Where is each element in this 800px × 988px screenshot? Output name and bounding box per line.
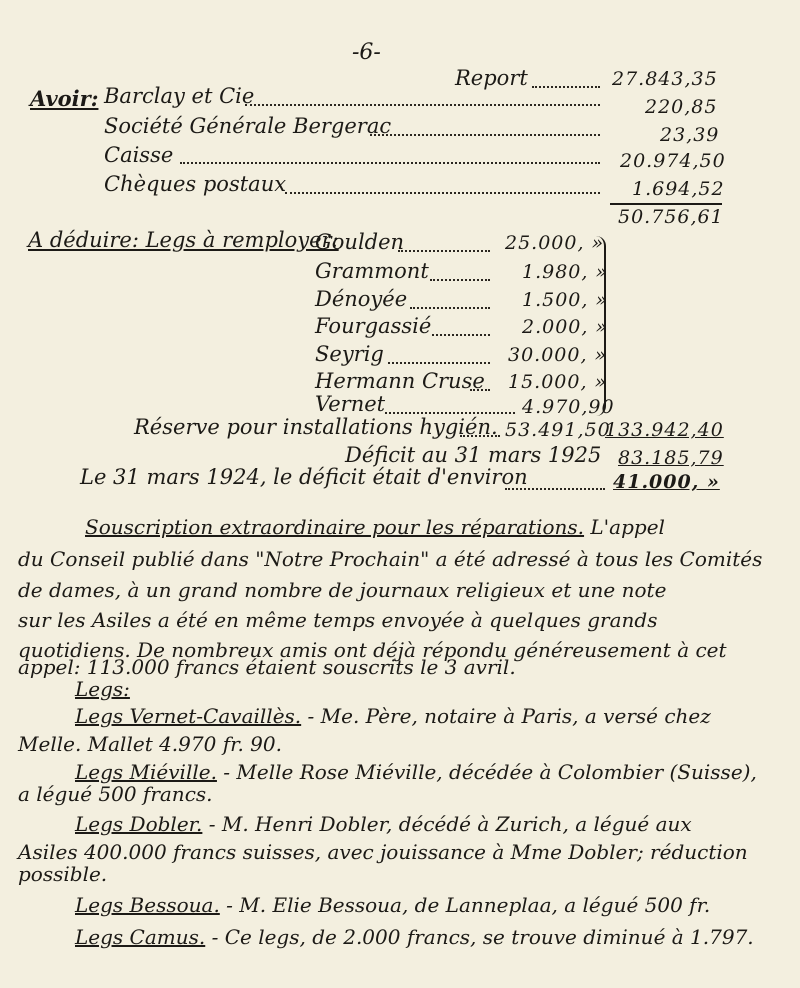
avoir-item-amount: 1.694,52 [632, 178, 725, 200]
dotted-leader [245, 104, 600, 106]
section-heading: Souscription extraordinaire pour les réparations. [85, 515, 585, 539]
legacy-heading: Legs Miéville. [75, 760, 217, 784]
deficit-1924-amount: 41.000, » [613, 471, 720, 493]
deduire-item-amount: 1.980, » [522, 261, 609, 283]
body-line: du Conseil publié dans "Notre Prochain" a été adressé à tous les Comités [18, 547, 763, 571]
deficit-label: Déficit au 31 mars 1925 [345, 443, 602, 467]
dotted-leader [470, 389, 490, 391]
legacy-heading: Legs Camus. [75, 925, 206, 949]
dotted-leader [430, 279, 490, 281]
deficit-1924-label: Le 31 mars 1924, le déficit était d'environ [80, 465, 528, 489]
avoir-item-amount: 220,85 [645, 96, 718, 118]
deduire-item-label: Vernet [315, 392, 386, 416]
dotted-leader [432, 334, 490, 336]
deduire-item-label: Dénoyée [315, 287, 408, 311]
deduire-item-amount: 4.970,90 [522, 396, 615, 418]
dotted-leader [505, 488, 605, 490]
dotted-leader [388, 362, 490, 364]
avoir-total: 50.756,61 [618, 206, 724, 228]
body-line: Legs Miéville. - Melle Rose Miéville, décédée à Colombier (Suisse), [75, 760, 757, 784]
body-line: Souscription extraordinaire pour les réparations. L'appel [85, 515, 665, 539]
body-line: Legs Camus. - Ce legs, de 2.000 francs, se trouve diminué à 1.797. [75, 925, 754, 949]
deduire-heading: A déduire: Legs à remployer: [28, 228, 339, 252]
dotted-leader [385, 412, 515, 414]
avoir-heading: Avoir: [30, 86, 99, 111]
deduire-item-label: Hermann Cruse [315, 369, 485, 393]
body-line: quotidiens. De nombreux amis ont déjà répondu généreusement à cet [18, 638, 727, 662]
body-line: Melle. Mallet 4.970 fr. 90. [18, 732, 282, 756]
bracket [596, 236, 606, 416]
dotted-leader [532, 86, 600, 88]
section-heading: Legs: [75, 677, 130, 701]
total-rule [610, 203, 722, 205]
avoir-item-amount: 23,39 [660, 124, 720, 146]
deduire-item-label: Seyrig [315, 342, 384, 366]
dotted-leader [285, 192, 600, 194]
deficit-amount: 83.185,79 [618, 447, 724, 469]
legacy-heading: Legs Bessoua. [75, 893, 220, 917]
deduire-item-amount: 30.000, » [508, 344, 608, 366]
avoir-item-label: Barclay et Cie [104, 84, 255, 108]
body-line: possible. [18, 862, 108, 886]
report-amount: 27.843,35 [612, 68, 718, 90]
deduire-item-amount: 15.000, » [508, 371, 608, 393]
body-line: Legs Dobler. - M. Henri Dobler, décédé à Zurich, a légué aux [75, 812, 692, 836]
dotted-leader [180, 162, 600, 164]
page-number: -6- [352, 40, 381, 65]
body-line: de dames, à un grand nombre de journaux religieux et une note [18, 578, 667, 602]
dotted-leader [370, 134, 600, 136]
body-line: appel: 113.000 francs étaient souscrits le 3 avril. [18, 655, 516, 679]
deduire-item-label: Goulden [315, 230, 405, 254]
deduire-item-amount: 2.000, » [522, 316, 609, 338]
body-line: sur les Asiles a été en même temps envoyée à quelques grands [18, 608, 658, 632]
dotted-leader [410, 307, 490, 309]
reserve-total: 133.942,40 [605, 419, 724, 441]
legacy-heading: Legs Vernet-Cavaillès. [75, 704, 302, 728]
avoir-item-label: Caisse [104, 143, 174, 167]
deduire-item-label: Grammont [315, 259, 429, 283]
dotted-leader [460, 435, 500, 437]
deduire-item-label: Fourgassié [315, 314, 432, 338]
legacy-heading: Legs Dobler. [75, 812, 203, 836]
body-line: Legs Bessoua. - M. Elie Bessoua, de Lanneplaa, a légué 500 fr. [75, 893, 711, 917]
body-line: Legs Vernet-Cavaillès. - Me. Père, notaire à Paris, a versé chez [75, 704, 711, 728]
report-label: Report [455, 66, 528, 90]
reserve-amount: 53.491,50 [505, 419, 611, 441]
deduire-item-amount: 1.500, » [522, 289, 609, 311]
deduire-item-amount: 25.000, » [505, 232, 605, 254]
avoir-item-label: Société Générale Bergerac [104, 114, 392, 138]
body-line [75, 677, 130, 701]
body-line: a légué 500 francs. [18, 782, 213, 806]
avoir-item-amount: 20.974,50 [620, 150, 726, 172]
dotted-leader [398, 250, 490, 252]
reserve-label: Réserve pour installations hygién. [134, 415, 498, 439]
avoir-item-label: Chèques postaux [104, 172, 287, 196]
body-line: Asiles 400.000 francs suisses, avec jouissance à Mme Dobler; réduction [18, 840, 748, 864]
